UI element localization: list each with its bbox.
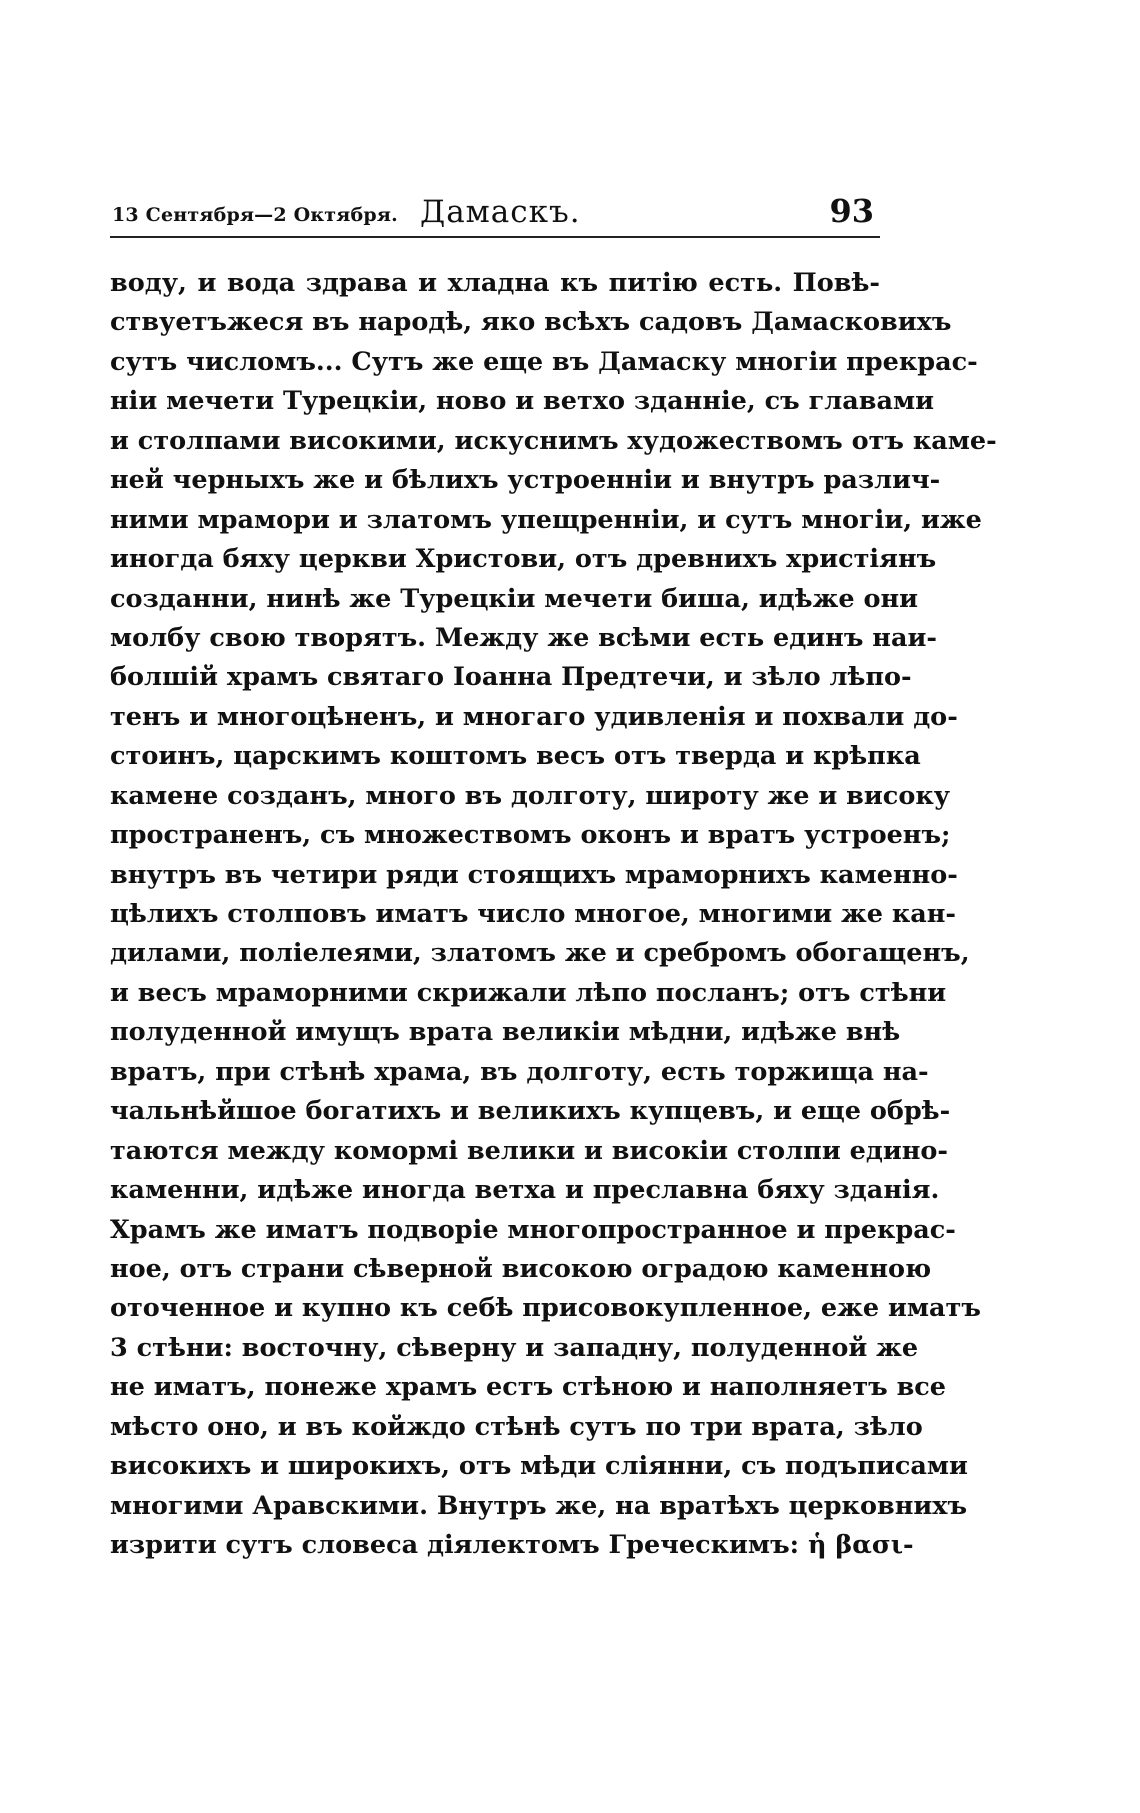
header-rule xyxy=(110,236,880,238)
text-line: камене созданъ, много въ долготу, широту же и високу xyxy=(110,780,951,811)
text-line: високихъ и широкихъ, отъ мѣди слiянни, съ подъписами xyxy=(110,1451,968,1482)
running-header xyxy=(112,192,882,232)
header-title: Дамаскъ. xyxy=(420,194,581,230)
text-line: молбу свою творятъ. Между же всѣми есть единъ наи- xyxy=(110,622,937,653)
text-line: изрити сутъ словеса діялектомъ Греческимъ: ἡ βασι- xyxy=(110,1530,914,1560)
page-number: 93 xyxy=(829,192,874,230)
text-line: полуденной имущъ врата великіи мѣдни, идѣже внѣ xyxy=(110,1017,901,1048)
text-line: Храмъ же иматъ подворіе многопространное и прекрас- xyxy=(110,1214,956,1245)
text-line: цѣлихъ столповъ иматъ число многое, многими же кан- xyxy=(110,899,957,929)
text-line: тенъ и многоцѣненъ, и многаго удивленія и похвали до- xyxy=(110,701,958,732)
text-line: ними мрамори и златомъ упещренніи, и сутъ многіи, иже xyxy=(110,504,982,535)
text-line: ствуетъжеся въ народѣ, яко всѣхъ садовъ Дамасковихъ xyxy=(110,307,952,338)
text-line: внутръ въ четири ряди стоящихъ мраморнихъ каменно- xyxy=(110,859,958,890)
text-line: не иматъ, понеже храмъ естъ стѣною и наполняетъ все xyxy=(110,1372,947,1403)
text-line: иногда бяху церкви Христови, отъ древнихъ христіянъ xyxy=(110,544,937,575)
text-line: мѣсто оно, и въ койждо стѣнѣ сутъ по три врата, зѣло xyxy=(110,1411,923,1442)
text-line: созданни, нинѣ же Турецкіи мечети биша, идѣже они xyxy=(110,583,919,614)
text-line: вратъ, при стѣнѣ храма, въ долготу, есть торжища на- xyxy=(110,1056,929,1087)
text-line: стоинъ, царскимъ коштомъ весъ отъ тверда и крѣпка xyxy=(110,741,921,772)
text-line: каменни, идѣже иногда ветха и преславна бяху зданія. xyxy=(110,1175,940,1206)
text-line: сутъ числомъ... Сутъ же еще въ Дамаску многіи прекрас- xyxy=(110,346,978,377)
text-line: и весъ мраморними скрижали лѣпо посланъ; отъ стѣни xyxy=(110,977,947,1008)
header-date-range: 13 Сентября—2 Октября. xyxy=(112,204,398,226)
text-line: и столпами високими, искуснимъ художествомъ отъ каме- xyxy=(110,425,997,456)
text-line: воду, и вода здрава и хладна къ питію есть. Повѣ- xyxy=(110,268,880,298)
text-line: болшій храмъ святаго Іоанна Предтечи, и зѣло лѣпо- xyxy=(110,662,912,693)
text-line: пространенъ, съ множествомъ оконъ и вратъ устроенъ; xyxy=(110,820,951,851)
text-line: чальнѣйшое богатихъ и великихъ купцевъ, и еще обрѣ- xyxy=(110,1096,951,1127)
text-line: таются между комормі велики и високіи столпи едино- xyxy=(110,1135,949,1166)
text-line: ное, отъ страни сѣверной високою оградою каменною xyxy=(110,1253,932,1284)
text-line: 3 стѣни: восточну, сѣверну и западну, полуденной же xyxy=(110,1332,919,1363)
text-line: ней черныхъ же и бѣлихъ устроенніи и внутръ различ- xyxy=(110,465,941,496)
text-line: ніи мечети Турецкіи, ново и ветхо зданніе, съ главами xyxy=(110,386,935,417)
text-line: дилами, полiелеями, златомъ же и сребромъ обогащенъ, xyxy=(110,938,970,969)
text-line: многими Аравскими. Внутръ же, на вратѣхъ церковнихъ xyxy=(110,1490,968,1521)
body-text xyxy=(110,264,997,1565)
text-line: оточенное и купно къ себѣ присовокупленное, еже иматъ xyxy=(110,1293,981,1324)
